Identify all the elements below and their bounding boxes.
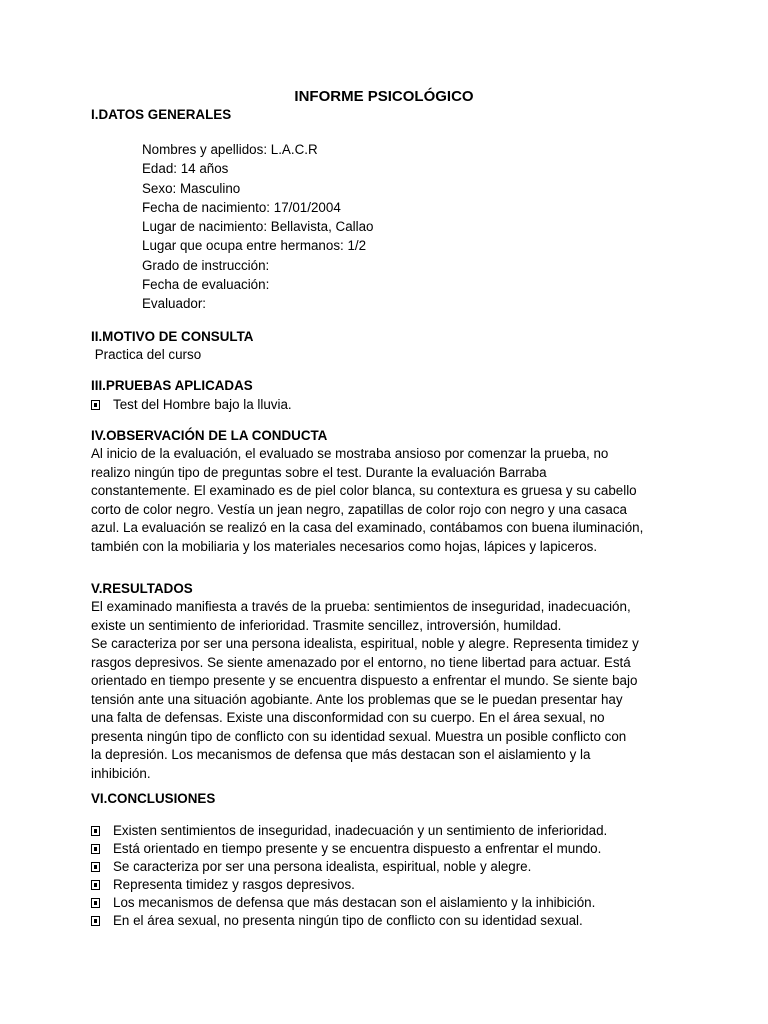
list-item: Nombres y apellidos: L.A.C.R (142, 142, 318, 157)
observacion-paragraph: Al inicio de la evaluación, el evaluado se mostraba ansioso por comenzar la prueba, no realizo ningún tipo de preguntas sobre el test. Durante la evaluación Barraba constantemente. El examinado es de piel color blanca, su contextura es gruesa y su cabello corto de color negro. Vestía un jean negro, zapatillas de color rojo con negro y una casaca azul. La evaluación se realizó en la casa del examinado, contábamos con buena iluminación, también con la mobiliaria y los materiales necesarios como hojas, lápices y lapiceros. (91, 446, 644, 554)
section-heading-datos-generales: I.DATOS GENERALES (91, 107, 232, 122)
list-item: Los mecanismos de defensa que más destacan son el aislamiento y la inhibición. (91, 894, 677, 912)
list-item: Está orientado en tiempo presente y se encuentra dispuesto a enfrentar el mundo. (91, 840, 677, 858)
section-heading-resultados: V.RESULTADOS (91, 581, 193, 596)
checkbox-bullet-icon (91, 862, 100, 872)
section-heading-pruebas: III.PRUEBAS APLICADAS (91, 378, 253, 393)
list-item: Sexo: Masculino (142, 180, 241, 196)
section-heading-motivo: II.MOTIVO DE CONSULTA (91, 329, 254, 344)
motivo-text: Practica del curso (91, 347, 202, 362)
conclusiones-list (91, 822, 677, 931)
list-item: Se caracteriza por ser una persona idealista, espiritual, noble y alegre. (91, 858, 677, 876)
list-item: Test del Hombre bajo la lluvia. (91, 396, 677, 414)
checkbox-bullet-icon (91, 916, 100, 926)
section-heading-conclusiones: VI.CONCLUSIONES (91, 791, 216, 806)
checkbox-bullet-icon (91, 898, 100, 908)
section-heading-observacion: IV.OBSERVACIÓN DE LA CONDUCTA (91, 428, 328, 443)
document-title: INFORME PSICOLÓGICO (294, 88, 474, 105)
pruebas-list (91, 396, 677, 414)
list-item: Grado de instrucción: (142, 257, 270, 273)
list-item: Edad: 14 años (142, 161, 229, 177)
list-item: Existen sentimientos de inseguridad, inadecuación y un sentimiento de inferioridad. (91, 822, 677, 840)
list-item: Evaluador: (142, 296, 207, 312)
list-item: Representa timidez y rasgos depresivos. (91, 876, 677, 894)
resultados-paragraph: El examinado manifiesta a través de la prueba: sentimientos de inseguridad, inadecuación, existe un sentimiento de inferioridad. Trasmite sencillez, introversión, humildad. Se caracteriza por ser una persona idealista, espiritual, noble y alegre. Representa timidez y rasgos depresivos. Se siente amenazado por el entorno, no tiene libertad para actuar. Está orientado en tiempo presente y se encuentra dispuesto a enfrentar el mundo. Se siente bajo tensión ante una situación agobiante. Ante los problemas que se le puedan presentar hay una falta de defensas. Existe una disconformidad con su cuerpo. En el área sexual, no presenta ningún tipo de conflicto con su identidad sexual. Muestra un posible conflicto con la depresión. Los mecanismos de defensa que más destacan son el aislamiento y la inhibición. (91, 599, 639, 781)
list-item: Lugar de nacimiento: Bellavista, Callao (142, 219, 374, 235)
datos-generales-list (120, 141, 374, 315)
checkbox-bullet-icon (91, 880, 100, 890)
checkbox-bullet-icon (91, 844, 100, 854)
list-item: Lugar que ocupa entre hermanos: 1/2 (142, 238, 367, 254)
list-item: En el área sexual, no presenta ningún tipo de conflicto con su identidad sexual. (91, 912, 677, 930)
list-item: Fecha de nacimiento: 17/01/2004 (142, 199, 341, 215)
list-item: Fecha de evaluación: (142, 277, 270, 293)
checkbox-bullet-icon (91, 400, 100, 410)
checkbox-bullet-icon (91, 826, 100, 836)
